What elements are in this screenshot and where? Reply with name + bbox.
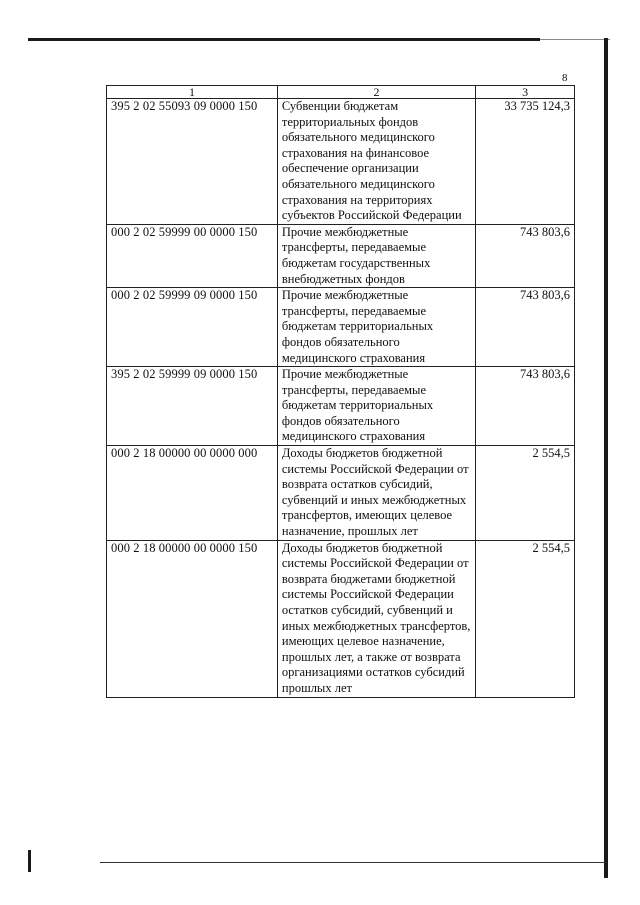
cell-amount: 2 554,5 xyxy=(476,446,575,541)
cell-budget-code: 395 2 02 59999 09 0000 150 xyxy=(107,367,278,446)
cell-budget-code: 000 2 02 59999 00 0000 150 xyxy=(107,224,278,287)
cell-amount: 33 735 124,3 xyxy=(476,99,575,225)
page-number: 8 xyxy=(562,72,568,84)
table-row xyxy=(107,446,575,541)
scan-edge-top-fade xyxy=(540,39,610,40)
cell-budget-code: 000 2 18 00000 00 0000 000 xyxy=(107,446,278,541)
table-row xyxy=(107,99,575,225)
cell-amount: 743 803,6 xyxy=(476,367,575,446)
header-row xyxy=(107,86,575,99)
cell-revenue-name: Субвенции бюджетам территориальных фондов обязательного медицинского страхования на финансовое обеспечение организации обязательного медицинского страхования на территориях субъектов Российской Федерации xyxy=(277,99,475,225)
column-header-sum: 3 xyxy=(476,86,575,99)
cell-budget-code: 395 2 02 55093 09 0000 150 xyxy=(107,99,278,225)
cell-revenue-name: Доходы бюджетов бюджетной системы Российской Федерации от возврата остатков субсидий, субвенций и иных межбюджетных трансфертов, имеющих целевое назначение, прошлых лет xyxy=(277,446,475,541)
cell-budget-code: 000 2 02 59999 09 0000 150 xyxy=(107,288,278,367)
table-row xyxy=(107,540,575,697)
scan-edge-top xyxy=(28,38,540,41)
column-header-code: 1 xyxy=(107,86,278,99)
cell-revenue-name: Доходы бюджетов бюджетной системы Российской Федерации от возврата бюджетами бюджетной системы Российской Федерации остатков субсидий, субвенций и иных межбюджетных трансфертов, имеющих целевое назначение, прошлых лет, а также от возврата организациями остатков субсидий прошлых лет xyxy=(277,540,475,697)
cell-revenue-name: Прочие межбюджетные трансферты, передаваемые бюджетам государственных внебюджетных фондов xyxy=(277,224,475,287)
cell-budget-code: 000 2 18 00000 00 0000 150 xyxy=(107,540,278,697)
cell-revenue-name: Прочие межбюджетные трансферты, передаваемые бюджетам территориальных фондов обязательного медицинского страхования xyxy=(277,367,475,446)
table-row xyxy=(107,288,575,367)
table-row xyxy=(107,224,575,287)
scan-edge-bottom xyxy=(100,862,606,863)
table-row xyxy=(107,367,575,446)
cell-amount: 743 803,6 xyxy=(476,288,575,367)
scan-edge-left xyxy=(28,850,31,872)
cell-amount: 2 554,5 xyxy=(476,540,575,697)
revenue-table xyxy=(106,85,575,698)
cell-amount: 743 803,6 xyxy=(476,224,575,287)
column-header-name: 2 xyxy=(277,86,475,99)
scan-edge-right xyxy=(604,38,608,878)
cell-revenue-name: Прочие межбюджетные трансферты, передаваемые бюджетам территориальных фондов обязательного медицинского страхования xyxy=(277,288,475,367)
